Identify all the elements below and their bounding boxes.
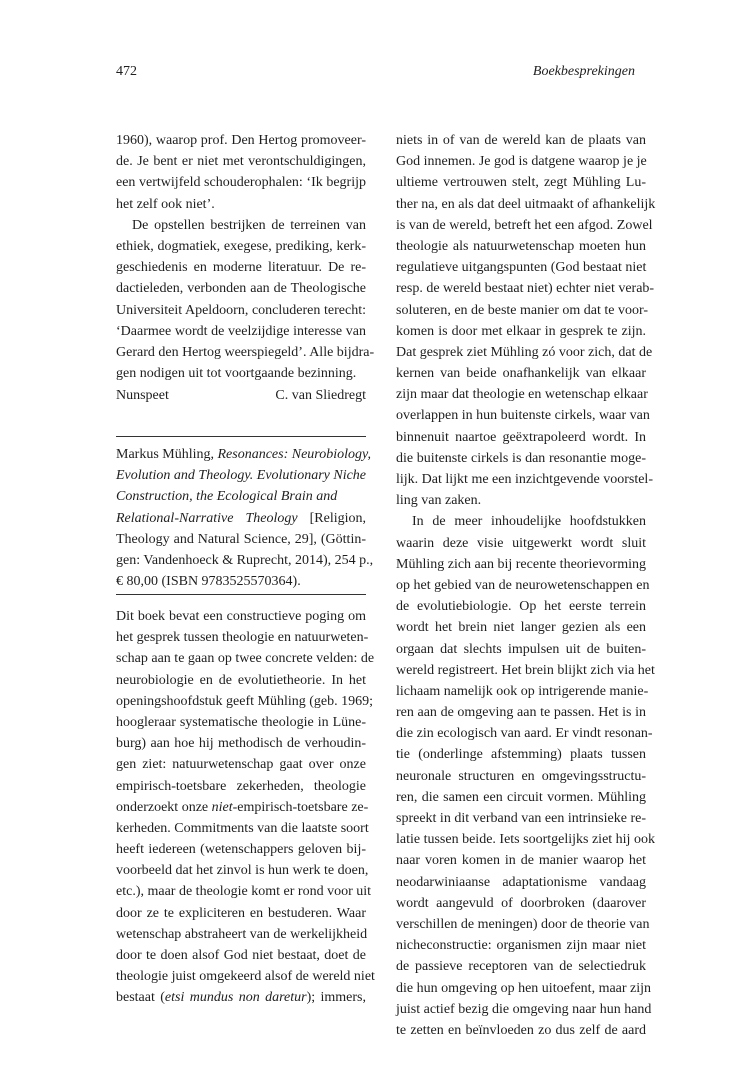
- text-line: juist actief bezig die omgeving naar hun hand: [396, 1001, 652, 1017]
- text-line: Dit boek bevat een constructieve poging om: [116, 609, 366, 624]
- text-line: die zin ecologisch van aard. Er vindt resonan-: [396, 726, 653, 742]
- text-line: komen is door met elkaar in gesprek te zijn.: [396, 323, 646, 339]
- text-line: ren aan de omgeving aan te passen. Het is in: [396, 705, 646, 721]
- text-line: lichaam namelijk ook op intrigerende manie-: [396, 683, 649, 699]
- text-line: zijn maar dat theologie en wetenschap elkaar: [396, 387, 648, 403]
- text-line: overlappen in hun buitenste cirkels, waar van: [396, 408, 650, 424]
- text-line: burg) aan hoe hij methodisch de verhoudin-: [116, 736, 366, 752]
- text-line: Evolution and Theology. Evolutionary Niche: [116, 468, 367, 484]
- review-body: [116, 606, 375, 1009]
- text-line: gen nodigen uit tot voortgaande bezinning.: [116, 366, 357, 382]
- text-line: waarin deze visie uitgewerkt wordt sluit: [396, 535, 646, 551]
- text-line: neuronale structuren en omgevingsstructu-: [396, 768, 646, 784]
- text-line: ren, die samen een circuit vormen. Mühling: [396, 789, 646, 805]
- text-line: Markus Mühling, Resonances: Neurobiology,: [116, 447, 371, 462]
- text-line: wordt aangevuld of doorbroken (daarover: [396, 895, 646, 911]
- text-line: Universiteit Apeldoorn, concluderen terecht:: [116, 302, 366, 318]
- text-line: € 80,00 (ISBN 9783525570364).: [116, 574, 301, 590]
- signature-place: Nunspeet: [116, 388, 169, 403]
- divider-rule: [116, 594, 366, 595]
- text-line: dactieleden, verbonden aan de Theologische: [116, 281, 366, 297]
- text-line: empirisch-toetsbare zekerheden, theologie: [116, 778, 366, 794]
- text-line: door ze te expliciteren en bestuderen. Waar: [116, 905, 366, 921]
- text-line: Construction, the Ecological Brain and: [116, 489, 338, 505]
- text-line: gen ziet: natuurwetenschap gaat over onze: [116, 757, 366, 773]
- signature-name: C. van Sliedregt: [275, 388, 366, 403]
- text-line: ‘Daarmee wordt de veelzijdige interesse van: [116, 323, 366, 339]
- text-line: resp. de wereld bestaat niet) echter niet verab-: [396, 281, 655, 297]
- text-line: wordt het brein niet langer gezien als een: [396, 620, 646, 636]
- left-column-text: [116, 130, 375, 384]
- text-line: spreekt in dit verband van een intrinsieke re-: [396, 811, 646, 826]
- text-line: Mühling zich aan bij recente theorievorming: [396, 556, 646, 572]
- text-line: heeft iedereen (wetenschappers geloven bij-: [116, 842, 366, 858]
- text-line: schap aan te gaan op twee concrete velden: de: [116, 651, 375, 667]
- text-line: ethiek, dogmatiek, exegese, prediking, kerk-: [116, 238, 366, 254]
- text-line: bestaat (etsi mundus non daretur); immers,: [116, 990, 367, 1006]
- text-line: te zetten en beïnvloeden zo dus zelf de aard: [396, 1022, 646, 1038]
- text-line: neodarwiniaanse adaptationisme vandaag: [396, 874, 646, 890]
- text-line: orgaan dat slechts impulsen uit de buiten-: [396, 641, 646, 657]
- text-line: kernen van beide onafhankelijk van elkaar: [396, 366, 646, 382]
- text-line: onderzoekt onze niet-empirisch-toetsbare ze-: [116, 799, 369, 815]
- text-line: door te doen alsof God niet bestaat, doet de: [116, 948, 366, 963]
- text-line: wereld registreert. Het brein blijkt zich via het: [396, 662, 655, 678]
- right-column-text: [396, 130, 656, 1041]
- text-line: verschillen de meningen) door de theorie van: [396, 916, 650, 932]
- text-line: neurobiologie en de evolutietheorie. In het: [116, 672, 366, 688]
- text-line: de. Je bent er niet met verontschuldigingen,: [116, 154, 366, 170]
- page-number: 472: [116, 64, 137, 79]
- text-line: theologie juist omgekeerd alsof de wereld niet: [116, 969, 375, 985]
- text-line: voorbeeld dat het zinvol is hun werk te doen,: [116, 863, 369, 879]
- text-line: regulatieve uitgangspunten (God bestaat niet: [396, 260, 647, 276]
- text-line: In de meer inhoudelijke hoofdstukken: [412, 514, 646, 530]
- text-line: het gesprek tussen theologie en natuurweten-: [116, 630, 369, 646]
- text-line: gen: Vandenhoeck & Ruprecht, 2014), 254 p.,: [116, 552, 374, 568]
- text-line: openingshoofdstuk geeft Mühling (geb. 1969;: [116, 693, 374, 709]
- text-line: wetenschap abstraheert van de werkelijkheid: [116, 926, 368, 942]
- text-line: ling van zaken.: [396, 493, 482, 509]
- text-line: theologie als natuurwetenschap moeten hun: [396, 238, 646, 254]
- text-line: geschiedenis en moderne literatuur. De re-: [116, 260, 366, 276]
- text-line: Gerard den Hertog weerspiegeld’. Alle bijdra-: [116, 344, 375, 360]
- text-line: latie tussen beide. Iets soortgelijks ziet hij ook: [396, 832, 655, 848]
- text-line: tie (onderlinge afstemming) plaats tussen: [396, 747, 646, 763]
- text-line: is van de wereld, betreft het een afgod. Zowel: [396, 217, 653, 233]
- text-line: lijk. Dat lijkt me een inzichtgevende voorstel-: [396, 472, 653, 487]
- text-line: die buitenste cirkels is dan resonantie moge-: [396, 450, 646, 466]
- text-line: hoogleraar systematische theologie in Lüne-: [116, 714, 366, 730]
- running-head: Boekbesprekingen: [532, 64, 635, 79]
- text-line: de evolutiebiologie. Op het eerste terrein: [396, 599, 646, 615]
- text-line: die hun omgeving op hen uitoefent, maar zijn: [396, 980, 652, 996]
- divider-rule: [116, 436, 366, 437]
- text-line: ultieme vertrouwen stelt, zegt Mühling Lu-: [396, 175, 646, 191]
- text-line: Theology and Natural Science, 29], (Göttin-: [116, 531, 366, 547]
- text-line: kerheden. Commitments van die laatste soort: [116, 820, 369, 836]
- text-line: naar voren komen in de manier waarop het: [396, 853, 646, 869]
- bibliographic-entry: [116, 444, 374, 592]
- text-line: het zelf ook niet’.: [116, 196, 215, 212]
- text-line: De opstellen bestrijken de terreinen van: [132, 217, 366, 233]
- text-line: niets in of van de wereld kan de plaats van: [396, 133, 646, 148]
- text-line: binnenuit naartoe geëxtrapoleerd wordt. In: [396, 429, 646, 445]
- text-line: de passieve receptoren van de selectiedruk: [396, 959, 646, 975]
- text-line: Dat gesprek ziet Mühling zó voor zich, dat de: [396, 344, 653, 360]
- text-line: God innemen. Je god is datgene waarop je je: [396, 154, 647, 170]
- text-line: een vertwijfeld schouderophalen: ‘Ik begrijp: [116, 175, 366, 191]
- text-line: etc.), maar de theologie komt er rond voor uit: [116, 884, 372, 900]
- text-line: 1960), waarop prof. Den Hertog promoveer-: [116, 133, 366, 148]
- text-line: soluteren, en de beste manier om dat te voor-: [396, 302, 649, 318]
- text-line: Relational-Narrative Theology [Religion,: [116, 510, 366, 526]
- text-line: op het gebied van de neurowetenschappen en: [396, 577, 650, 593]
- text-line: nicheconstructie: organismen zijn maar niet: [396, 938, 646, 954]
- text-line: ther na, en als dat deel uitmaakt of afhankelijk: [396, 196, 656, 212]
